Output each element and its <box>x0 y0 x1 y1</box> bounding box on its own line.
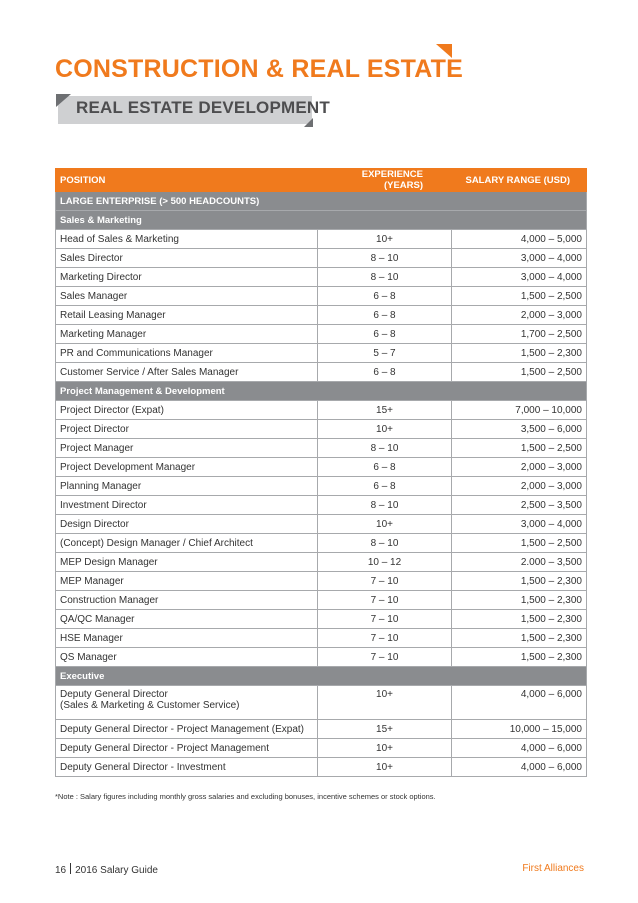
position-cell: Marketing Manager <box>56 325 318 344</box>
table-row <box>56 401 587 420</box>
table-row <box>56 534 587 553</box>
position-cell: Planning Manager <box>56 477 318 496</box>
table-header-row <box>56 169 587 192</box>
experience-cell: 6 – 8 <box>318 306 452 325</box>
salary-cell: 1,500 – 2,300 <box>452 591 587 610</box>
salary-cell: 10,000 – 15,000 <box>452 720 587 739</box>
section-row <box>56 211 587 230</box>
experience-cell: 10+ <box>318 686 452 720</box>
position-cell: PR and Communications Manager <box>56 344 318 363</box>
salary-cell: 3,000 – 4,000 <box>452 249 587 268</box>
table-row <box>56 648 587 667</box>
position-cell: Project Director <box>56 420 318 439</box>
position-cell: Sales Manager <box>56 287 318 306</box>
table-row <box>56 739 587 758</box>
table-row <box>56 610 587 629</box>
page-title: CONSTRUCTION & REAL ESTATE <box>55 55 463 83</box>
table-row <box>56 325 587 344</box>
table-row <box>56 758 587 777</box>
salary-cell: 7,000 – 10,000 <box>452 401 587 420</box>
position-cell: QA/QC Manager <box>56 610 318 629</box>
subtitle-left-triangle-icon <box>56 94 71 107</box>
experience-cell: 10 – 12 <box>318 553 452 572</box>
table-row <box>56 287 587 306</box>
position-line-2: (Sales & Marketing & Customer Service) <box>60 700 240 711</box>
salary-cell: 2.000 – 3,500 <box>452 553 587 572</box>
experience-cell: 5 – 7 <box>318 344 452 363</box>
position-cell: Retail Leasing Manager <box>56 306 318 325</box>
experience-cell: 6 – 8 <box>318 325 452 344</box>
experience-cell: 15+ <box>318 720 452 739</box>
position-cell: Construction Manager <box>56 591 318 610</box>
column-header-experience: EXPERIENCE (YEARS) <box>318 169 452 192</box>
table-row <box>56 572 587 591</box>
experience-cell: 15+ <box>318 401 452 420</box>
group-label: LARGE ENTERPRISE (> 500 HEADCOUNTS) <box>56 192 587 211</box>
position-cell: Customer Service / After Sales Manager <box>56 363 318 382</box>
table-row <box>56 344 587 363</box>
salary-cell: 2,000 – 3,000 <box>452 477 587 496</box>
position-cell: Deputy General Director - Project Management (Expat) <box>56 720 318 739</box>
table-row <box>56 720 587 739</box>
table-row <box>56 686 587 720</box>
table-row <box>56 515 587 534</box>
salary-cell: 1,500 – 2,300 <box>452 629 587 648</box>
position-cell <box>56 686 318 720</box>
experience-cell: 8 – 10 <box>318 534 452 553</box>
experience-cell: 10+ <box>318 230 452 249</box>
experience-cell: 6 – 8 <box>318 363 452 382</box>
position-cell: Investment Director <box>56 496 318 515</box>
column-header-position: POSITION <box>56 169 318 192</box>
subtitle-right-triangle-icon <box>304 118 313 127</box>
salary-cell: 1,500 – 2,500 <box>452 363 587 382</box>
table-row <box>56 420 587 439</box>
section-row <box>56 667 587 686</box>
section-label: Sales & Marketing <box>56 211 587 230</box>
position-cell: Deputy General Director - Investment <box>56 758 318 777</box>
salary-cell: 1,500 – 2,500 <box>452 534 587 553</box>
position-cell: Head of Sales & Marketing <box>56 230 318 249</box>
section-subtitle: REAL ESTATE DEVELOPMENT <box>76 98 330 117</box>
experience-cell: 6 – 8 <box>318 458 452 477</box>
salary-cell: 2,000 – 3,000 <box>452 458 587 477</box>
experience-cell: 10+ <box>318 739 452 758</box>
salary-cell: 3,500 – 6,000 <box>452 420 587 439</box>
experience-cell: 7 – 10 <box>318 629 452 648</box>
section-label: Executive <box>56 667 587 686</box>
salary-cell: 2,500 – 3,500 <box>452 496 587 515</box>
footer-divider <box>70 863 71 874</box>
position-cell: MEP Design Manager <box>56 553 318 572</box>
table-row <box>56 477 587 496</box>
salary-cell: 1,500 – 2,300 <box>452 572 587 591</box>
experience-cell: 8 – 10 <box>318 249 452 268</box>
salary-cell: 1,500 – 2,300 <box>452 648 587 667</box>
salary-cell: 4,000 – 6,000 <box>452 686 587 720</box>
section-row <box>56 382 587 401</box>
experience-cell: 10+ <box>318 758 452 777</box>
position-cell: Project Director (Expat) <box>56 401 318 420</box>
table-row <box>56 363 587 382</box>
table-row <box>56 268 587 287</box>
table-row <box>56 629 587 648</box>
experience-cell: 7 – 10 <box>318 610 452 629</box>
group-row <box>56 192 587 211</box>
position-cell: Sales Director <box>56 249 318 268</box>
position-cell: Project Development Manager <box>56 458 318 477</box>
table-row <box>56 591 587 610</box>
salary-cell: 1,500 – 2,300 <box>452 344 587 363</box>
guide-name: 2016 Salary Guide <box>75 865 158 876</box>
position-line-1: Deputy General Director <box>60 689 168 700</box>
table-row <box>56 230 587 249</box>
table-row <box>56 249 587 268</box>
table-row <box>56 306 587 325</box>
salary-cell: 1,500 – 2,500 <box>452 287 587 306</box>
page-number: 16 <box>55 865 67 876</box>
experience-cell: 8 – 10 <box>318 496 452 515</box>
experience-cell: 7 – 10 <box>318 648 452 667</box>
experience-cell: 8 – 10 <box>318 268 452 287</box>
position-cell: QS Manager <box>56 648 318 667</box>
section-label: Project Management & Development <box>56 382 587 401</box>
salary-cell: 4,000 – 6,000 <box>452 758 587 777</box>
salary-cell: 3,000 – 4,000 <box>452 515 587 534</box>
position-cell: HSE Manager <box>56 629 318 648</box>
table-row <box>56 439 587 458</box>
salary-cell: 4,000 – 6,000 <box>452 739 587 758</box>
experience-cell: 10+ <box>318 420 452 439</box>
salary-cell: 1,500 – 2,500 <box>452 439 587 458</box>
position-cell: Design Director <box>56 515 318 534</box>
footnote: *Note : Salary figures including monthly gross salaries and excluding bonuses, incentive schemes or stock options. <box>55 792 436 801</box>
table-row <box>56 496 587 515</box>
experience-cell: 6 – 8 <box>318 287 452 306</box>
salary-cell: 1,700 – 2,500 <box>452 325 587 344</box>
table-row <box>56 458 587 477</box>
salary-cell: 3,000 – 4,000 <box>452 268 587 287</box>
table-body <box>56 192 587 777</box>
salary-cell: 1,500 – 2,300 <box>452 610 587 629</box>
column-header-salary: SALARY RANGE (USD) <box>452 169 587 192</box>
position-cell: MEP Manager <box>56 572 318 591</box>
position-cell: Project Manager <box>56 439 318 458</box>
position-cell: Marketing Director <box>56 268 318 287</box>
footer-left <box>55 863 158 876</box>
position-cell: (Concept) Design Manager / Chief Architect <box>56 534 318 553</box>
experience-cell: 10+ <box>318 515 452 534</box>
footer-brand: First Alliances <box>522 863 584 874</box>
salary-cell: 2,000 – 3,000 <box>452 306 587 325</box>
salary-cell: 4,000 – 5,000 <box>452 230 587 249</box>
experience-cell: 6 – 8 <box>318 477 452 496</box>
position-cell: Deputy General Director - Project Management <box>56 739 318 758</box>
salary-table <box>55 168 587 777</box>
experience-cell: 8 – 10 <box>318 439 452 458</box>
table-row <box>56 553 587 572</box>
experience-cell: 7 – 10 <box>318 572 452 591</box>
experience-cell: 7 – 10 <box>318 591 452 610</box>
